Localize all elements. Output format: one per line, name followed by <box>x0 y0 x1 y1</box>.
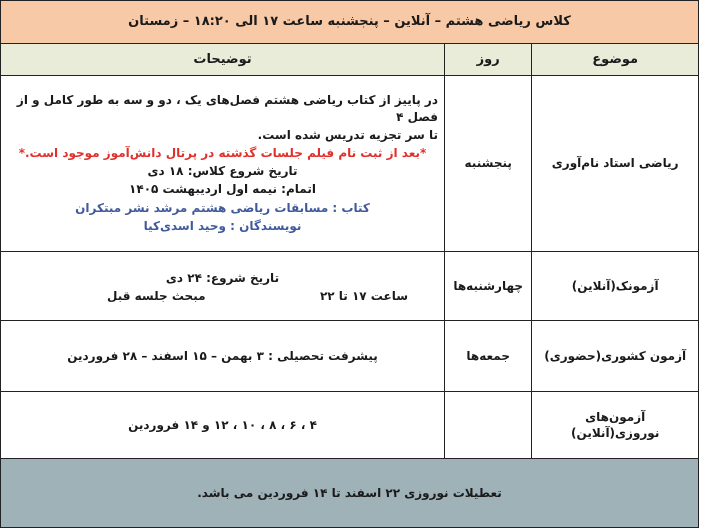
row1-book: کتاب : مسابقات ریاضی هشتم مرشد نشر مبتکران <box>75 200 370 215</box>
row2-start-date: تاریخ شروع: ۲۴ دی <box>165 270 280 285</box>
row3-subject: آزمون کشوری(حضوری) <box>532 321 699 392</box>
row4-description: ۴ ، ۶ ، ۸ ، ۱۰ ، ۱۲ و ۱۴ فروردین <box>1 391 445 459</box>
row1-desc-line2: تا سر تجزیه تدریس شده است. <box>257 127 439 142</box>
row4-subject-line2: نوروزی(آنلاین) <box>571 426 660 441</box>
footer-note: تعطیلات نوروزی ۲۲ اسفند تا ۱۴ فروردین می باشد. <box>1 459 699 528</box>
row3-description: پیشرفت تحصیلی : ۳ بهمن – ۱۵ اسفند – ۲۸ فروردین <box>1 321 445 392</box>
row1-description <box>1 75 445 251</box>
row2-description <box>1 251 445 321</box>
table-row-quiz <box>1 251 699 321</box>
row1-notice: *بعد از ثبت نام فیلم جلسات گذشته در پرتال دانش‌آموز موجود است.* <box>18 146 427 160</box>
header-subject: موضوع <box>532 43 699 75</box>
row4-subject <box>532 391 699 459</box>
table-row-nowruz-exams <box>1 391 699 459</box>
table-title: کلاس ریاضی هشتم – آنلاین – پنجشنبه ساعت ۱۷ الی ۱۸:۲۰ – زمستان <box>1 1 699 44</box>
header-day: روز <box>445 43 532 75</box>
header-row <box>1 43 699 75</box>
row1-desc-line1: در پاییز از کتاب ریاضی هشتم فصل‌های یک ، دو و سه به طور کامل و از فصل ۴ <box>16 93 439 124</box>
row2-day: چهارشنبه‌ها <box>445 251 532 321</box>
row2-subject: آزمونک(آنلاین) <box>532 251 699 321</box>
row1-end-date: اتمام: نیمه اول اردیبهشت ۱۴۰۵ <box>129 182 316 197</box>
row1-subject: ریاضی استاد نام‌آوری <box>532 75 699 251</box>
row1-start-date: تاریخ شروع کلاس: ۱۸ دی <box>147 164 298 179</box>
row1-authors: نویسندگان : وحید اسدی‌کیا <box>143 218 302 233</box>
row2-topic: مبحث جلسه قبل <box>107 288 206 303</box>
table-row-main-class <box>1 75 699 251</box>
row4-subject-line1: آزمون‌های <box>585 409 646 424</box>
row3-day: جمعه‌ها <box>445 321 532 392</box>
row1-day: پنجشنبه <box>445 75 532 251</box>
table-row-national-exam <box>1 321 699 392</box>
row2-details <box>7 288 438 304</box>
row4-day <box>445 391 532 459</box>
row2-hours: ساعت ۱۷ تا ۲۲ <box>319 288 409 303</box>
header-description: توضیحات <box>1 43 445 75</box>
